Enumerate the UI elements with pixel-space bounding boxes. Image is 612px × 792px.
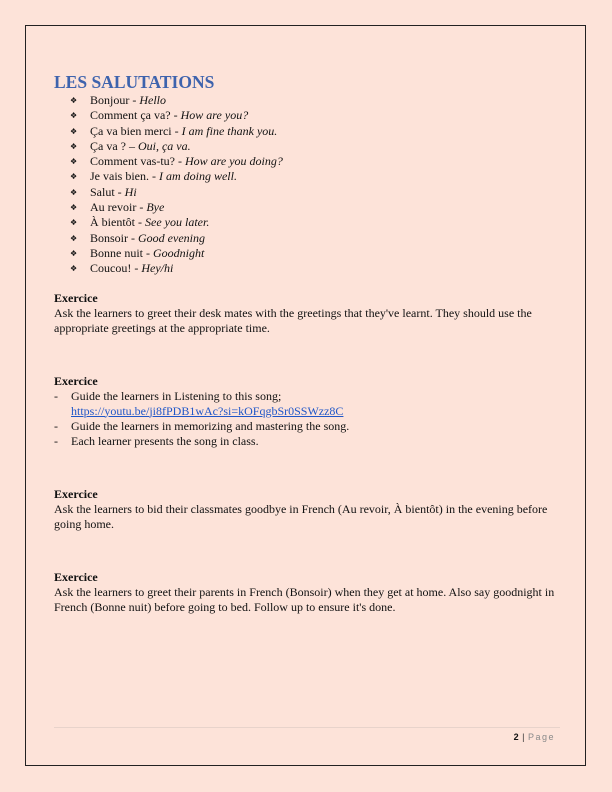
diamond-bullet-icon: ❖ <box>70 218 78 228</box>
exercise-text: Ask the learners to bid their classmates goodbye in French (Au revoir, À bientôt) in the evening before going home. <box>54 501 548 531</box>
exercise-title: Exercice <box>54 486 98 501</box>
footer-divider <box>54 727 560 728</box>
list-item: ❖ Ça va ? – Oui, ça va. <box>70 138 191 153</box>
exercise-text: Ask the learners to greet their parents in French (Bonsoir) when they get at home. Also say goodnight in French (Bonne nuit) before going to bed. Follow up to ensure it's done. <box>54 584 555 614</box>
exercise-steps <box>54 389 559 449</box>
diamond-bullet-icon: ❖ <box>70 126 78 136</box>
list-item: ❖ Coucou! - Hey/hi <box>70 261 174 276</box>
diamond-bullet-icon: ❖ <box>70 264 78 274</box>
dash-bullet: - <box>54 433 58 448</box>
diamond-bullet-icon: ❖ <box>70 96 78 105</box>
exercise-title: Exercice <box>54 290 98 305</box>
diamond-bullet-icon: ❖ <box>70 111 78 121</box>
dash-bullet: - <box>54 418 58 433</box>
dash-bullet: - <box>54 388 58 403</box>
diamond-bullet-icon: ❖ <box>70 248 78 258</box>
page-title: LES SALUTATIONS <box>54 72 215 92</box>
diamond-bullet-icon: ❖ <box>70 233 78 243</box>
list-item: ❖ Comment ça va? - How are you? <box>70 108 249 123</box>
diamond-bullet-icon: ❖ <box>70 187 78 197</box>
exercise-3 <box>54 487 559 532</box>
document-body <box>54 72 559 615</box>
list-item: ❖ Je vais bien. - I am doing well. <box>70 169 237 184</box>
exercise-title: Exercice <box>54 373 98 388</box>
diamond-bullet-icon: ❖ <box>70 203 78 213</box>
greetings-list <box>54 93 559 277</box>
list-item: ❖ Ça va bien merci - I am fine thank you. <box>70 123 278 138</box>
list-item: ❖ Bonsoir - Good evening <box>70 230 205 245</box>
song-link[interactable]: https://youtu.be/ji8fPDB1wAc?si=kOFqgbSr0SSWzz8C <box>71 403 344 418</box>
list-item: ❖ Bonne nuit - Goodnight <box>70 245 205 260</box>
diamond-bullet-icon: ❖ <box>70 141 78 151</box>
list-item: - Guide the learners in Listening to this song; https://youtu.be/ji8fPDB1wAc?si=kOFqgbSr0SSWzz8C <box>54 388 344 418</box>
exercise-4 <box>54 570 559 615</box>
list-item: ❖ Au revoir - Bye <box>70 200 165 215</box>
list-item: ❖ Salut - Hi <box>70 184 137 199</box>
page-number: 2 | Page <box>513 732 555 742</box>
exercise-title: Exercice <box>54 569 98 584</box>
list-item: ❖ Comment vas-tu? - How are you doing? <box>70 154 283 169</box>
list-item: ❖ Bonjour - Hello <box>70 93 167 107</box>
exercise-2 <box>54 374 559 449</box>
list-item: ❖ À bientôt - See you later. <box>70 215 210 230</box>
list-item: - Guide the learners in memorizing and mastering the song. <box>54 418 350 433</box>
exercise-text: Ask the learners to greet their desk mates with the greetings that they've learnt. They should use the appropriate greetings at the appropriate time. <box>54 305 532 335</box>
diamond-bullet-icon: ❖ <box>70 172 78 182</box>
list-item: - Each learner presents the song in class. <box>54 433 259 448</box>
diamond-bullet-icon: ❖ <box>70 157 78 167</box>
exercise-1 <box>54 291 559 336</box>
